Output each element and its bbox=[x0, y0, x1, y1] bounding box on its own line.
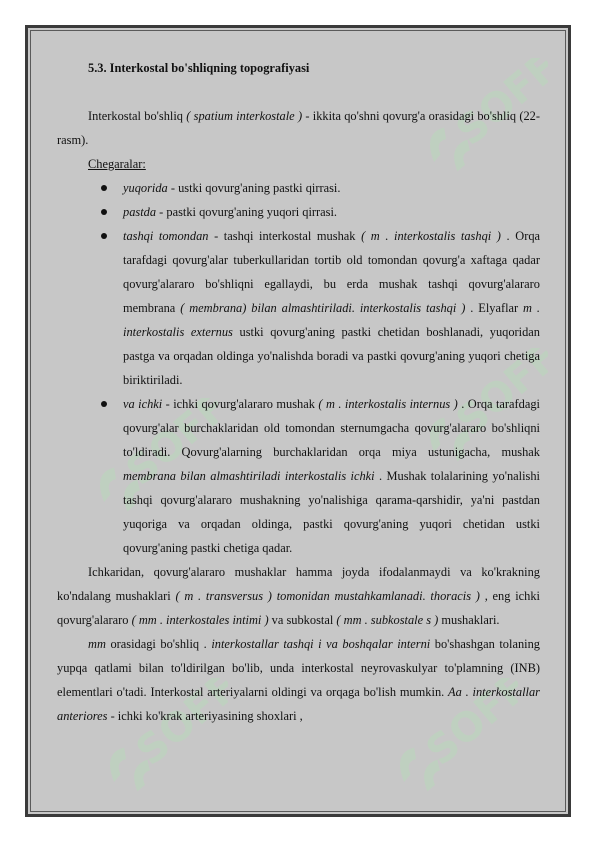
bullet-icon bbox=[101, 185, 107, 191]
paragraph-latin: interkostallar tashqi i va boshqalar interni bbox=[211, 637, 431, 651]
list-item-term: tashqi tomondan bbox=[123, 229, 209, 243]
list-item-text: . Elyaflar bbox=[465, 301, 524, 315]
paragraph-latin: Aa . interkostallar anteriores bbox=[57, 685, 540, 723]
intro-text-end: - ikkita qo'shni qovurg'a orasidagi bo'shliq (22-rasm). bbox=[57, 109, 540, 147]
list-item bbox=[57, 176, 540, 200]
list-item-text: - tashqi interkostal mushak bbox=[208, 229, 362, 243]
svg-text:SOFF: SOFF bbox=[127, 678, 228, 775]
boundaries-paragraph bbox=[57, 152, 540, 176]
paragraph-text: - ichki ko'krak arteriyasining shoxlari , bbox=[107, 709, 303, 723]
page-frame bbox=[25, 25, 571, 817]
section-title: 5.3. Interkostal bo'shliqning topografiyasi bbox=[88, 61, 310, 75]
list-item bbox=[57, 200, 540, 224]
list-item-latin: membrana bilan almashtiriladi interkostalis ichki bbox=[123, 469, 375, 483]
list-item-text: . Orqa tarafdagi qovurg'alar tuberkullaridan tortib old tomondan qovurg'a xaftaga qadar qovurg'alararo bo'shliqni egallaydi, bu erda mushak tashqi qovurg'alararo membrana bbox=[123, 229, 541, 315]
boundaries-list bbox=[57, 176, 540, 560]
paragraph-latin: mm bbox=[88, 637, 106, 651]
bullet-icon bbox=[101, 233, 107, 239]
paragraph-text: Ichkaridan, qovurg'alararo mushaklar hamma joyda ifodalanmaydi va ko'krakning ko'ndalang mushaklari bbox=[57, 565, 540, 603]
list-item-latin: ( membrana) bilan almashtiriladi. interkostalis tashqi ) bbox=[180, 301, 466, 315]
list-item-text: - ustki qovurg'aning pastki qirrasi. bbox=[167, 181, 341, 195]
intro-text: Interkostal bo'shliq bbox=[88, 109, 187, 123]
list-item-latin: ( m . interkostalis tashqi ) bbox=[361, 229, 501, 243]
intro-paragraph bbox=[57, 104, 540, 152]
list-item bbox=[57, 224, 540, 392]
boundaries-label: Chegaralar: bbox=[88, 157, 146, 171]
document-body bbox=[57, 56, 540, 728]
svg-text:SOFF: SOFF bbox=[417, 678, 518, 775]
paragraph-muscles bbox=[57, 560, 540, 632]
paragraph-text: bo'shashgan tolaning yupqa qatlami bilan to'ldirilgan bo'lib, unda interkostal neyrovaskulyar to'plamning (INB) elementlari o'tadi. Interkostal arteriyalarni oldingi va orqaga bo'lish mumkin. bbox=[57, 637, 540, 699]
list-item-text: ustki qovurg'aning pastki chetidan boshlanadi, yuqoridan pastga va orqadan oldinga yo'nalishda boradi va pastki qovurg'aning yuqori chetiga biriktiriladi. bbox=[123, 325, 540, 387]
bullet-icon bbox=[101, 209, 107, 215]
list-item-term: yuqorida bbox=[123, 181, 168, 195]
svg-text:SOFF: SOFF bbox=[447, 58, 548, 155]
list-item-text: . Orqa tarafdagi qovurg'alar burchaklaridan old tomondan sternumgacha qovurg'alararo bo'shliqni to'ldiradi. Qovurg'alarning burchaklaridan orqa miya ustunigacha, mushak bbox=[123, 397, 541, 459]
list-item-text: - pastki qovurg'aning yuqori qirrasi. bbox=[156, 205, 337, 219]
list-item-text: - ichki qovurg'alararo mushak bbox=[162, 397, 319, 411]
list-item-latin: m . interkostalis externus bbox=[123, 301, 540, 339]
paragraph-neurovascular bbox=[57, 632, 540, 728]
list-item bbox=[57, 392, 540, 560]
paragraph-latin: ( mm . interkostales intimi ) bbox=[131, 613, 269, 627]
paragraph-text: orasidagi bo'shliq . bbox=[105, 637, 212, 651]
paragraph-text: , eng ichki qovurg'alararo bbox=[57, 589, 540, 627]
bullet-icon bbox=[101, 401, 107, 407]
paragraph-text: va subkostal bbox=[268, 613, 337, 627]
list-item-term: pastda bbox=[123, 205, 157, 219]
svg-text:SOFF: SOFF bbox=[447, 348, 548, 445]
intro-latin-term: ( spatium interkostale ) bbox=[186, 109, 303, 123]
list-item-latin: ( m . interkostalis internus ) bbox=[318, 397, 458, 411]
svg-text:SOFF: SOFF bbox=[117, 398, 218, 495]
list-item-term: va ichki bbox=[123, 397, 163, 411]
paragraph-latin: ( mm . subkostale s ) bbox=[336, 613, 439, 627]
list-item-text: . Mushak tolalarining yo'nalishi tashqi qovurg'alararo mushakning yo'nalishiga qarama-qarshidir, ya'ni pastdan yuqoriga va orqadan oldinga, pastki qovurg'aning yuqori chetidan ustki qovurg'aning pastki chetiga qadar. bbox=[123, 469, 540, 555]
paragraph-text: mushaklari. bbox=[438, 613, 500, 627]
paragraph-latin: ( m . transversus ) tomonidan mustahkamlanadi. thoracis ) bbox=[175, 589, 480, 603]
